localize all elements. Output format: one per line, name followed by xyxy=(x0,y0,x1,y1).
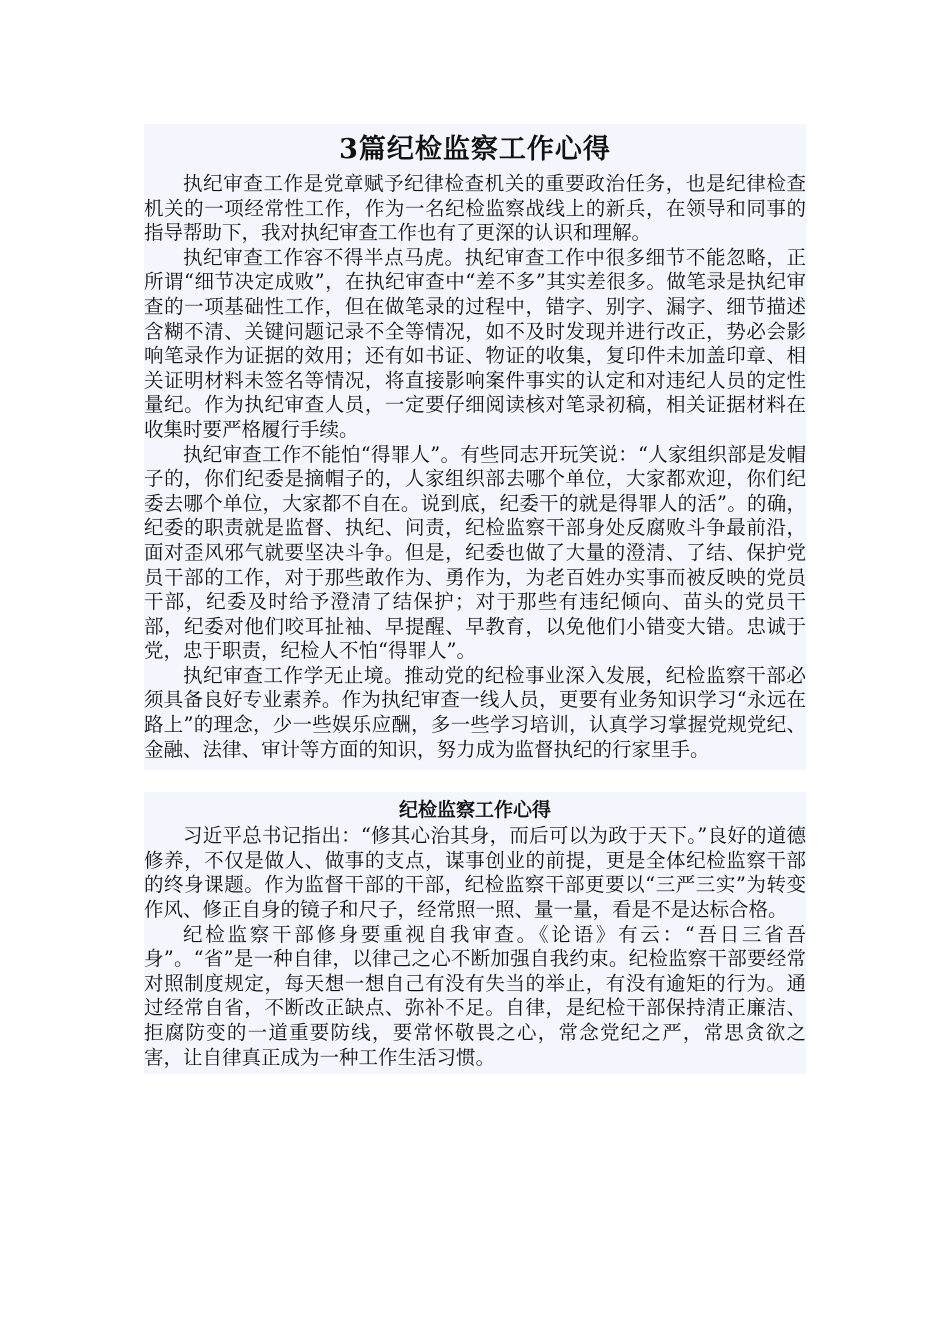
body-paragraph: 纪检监察干部修身要重视自我审查。《论语》有云：“吾日三省吾身”。“省”是一种自律，以律己之心不断加强自我约束。纪检监察干部要经常对照制度规定，每天想一想自己有没有失当的举止，有没有逾矩的行为。通过经常自省，不断改正缺点、弥补不足。自律，是纪检干部保持清正廉洁、拒腐防变的一道重要防线，要常怀敬畏之心，常念党纪之严，常思贪欲之害，让自律真正成为一种工作生活习惯。 xyxy=(144,922,806,1069)
body-paragraph: 执纪审查工作学无止境。推动党的纪检事业深入发展，纪检监察干部必须具备良好专业素养。作为执纪审查一线人员，更要有业务知识学习“永远在路上”的理念，少一些娱乐应酬，多一些学习培训，认真学习掌握党规党纪、金融、法律、审计等方面的知识，努力成为监督执纪的行家里手。 xyxy=(144,663,806,761)
body-paragraph: 执纪审查工作是党章赋予纪律检查机关的重要政治任务，也是纪律检查机关的一项经常性工作，作为一名纪检监察战线上的新兵，在领导和同事的指导帮助下，我对执纪审查工作也有了更深的认识和理解。 xyxy=(144,172,806,245)
article-section-1 xyxy=(144,124,806,770)
article-section-2 xyxy=(144,792,806,1074)
section-title: 纪检监察工作心得 xyxy=(398,799,551,822)
body-paragraph: 习近平总书记指出：“修其心治其身，而后可以为政于天下。”良好的道德修养，不仅是做人、做事的支点，谋事创业的前提，更是全体纪检监察干部的终身课题。作为监督干部的干部，纪检监察干部更要以“三严三实”为转变作风、修正自身的镜子和尺子，经常照一照、量一量，看是不是达标合格。 xyxy=(144,824,806,922)
document-title: 3篇纪检监察工作心得 xyxy=(339,134,611,165)
body-paragraph: 执纪审查工作容不得半点马虎。执纪审查工作中很多细节不能忽略，正所谓“细节决定成败”，在执纪审查中“差不多”其实差很多。做笔录是执纪审查的一项基础性工作，但在做笔录的过程中，错字、别字、漏字、细节描述含糊不清、关键问题记录不全等情况，如不及时发现并进行改正，势必会影响笔录作为证据的效用；还有如书证、物证的收集，复印件未加盖印章、相关证明材料未签名等情况，将直接影响案件事实的认定和对违纪人员的定性量纪。作为执纪审查人员，一定要仔细阅读核对笔录初稿，相关证据材料在收集时要严格履行手续。 xyxy=(144,245,806,441)
document-page xyxy=(144,124,806,1074)
body-paragraph: 执纪审查工作不能怕“得罪人”。有些同志开玩笑说：“人家组织部是发帽子的，你们纪委是摘帽子的，人家组织部去哪个单位，大家都欢迎，你们纪委去哪个单位，大家都不自在。说到底，纪委干的就是得罪人的活”。的确，纪委的职责就是监督、执纪、问责，纪检监察干部身处反腐败斗争最前沿，面对歪风邪气就要坚决斗争。但是，纪委也做了大量的澄清、了结、保护党员干部的工作，对于那些敢作为、勇作为，为老百姓办实事而被反映的党员干部，纪委及时给予澄清了结保护；对于那些有违纪倾向、苗头的党员干部，纪委对他们咬耳扯袖、早提醒、早教育，以免他们小错变大错。忠诚于党，忠于职责，纪检人不怕“得罪人”。 xyxy=(144,442,806,663)
